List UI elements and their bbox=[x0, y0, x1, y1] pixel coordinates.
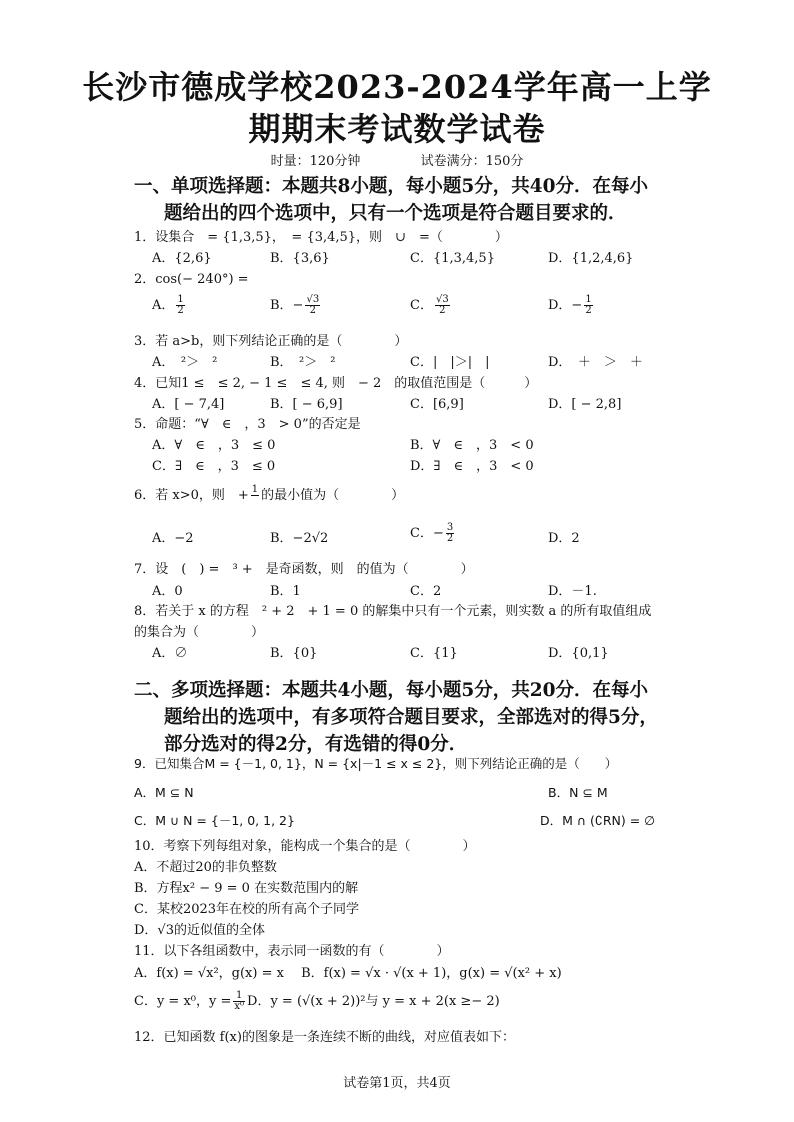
q2-option-c: C． $\frac{√3}{2}$ bbox=[410, 294, 449, 316]
q2-stem: 2．cos(− 240°) = bbox=[134, 272, 249, 287]
section-1-line-2: 题给出的四个选项中，只有一个选项是符合题目要求的． bbox=[164, 203, 627, 224]
q2-option-b: B．− $\frac{√3}{2}$ bbox=[270, 294, 320, 316]
q10-option-d: D．√3的近似值的全体 bbox=[134, 923, 265, 938]
q6-stem: 6．若 x>0，则 + 1 的最小值为（ ） bbox=[134, 484, 405, 503]
q10-option-a: A．不超过20的非负整数 bbox=[134, 860, 277, 875]
q4-option-b: B．[ − 6,9] bbox=[270, 397, 343, 412]
q4-option-a: A．[ − 7,4] bbox=[152, 397, 225, 412]
q11-stem: 11．以下各组函数中，表示同一函数的有（ ） bbox=[134, 944, 450, 959]
q6-option-d: D．2 bbox=[548, 531, 580, 546]
q4-option-c: C．[6,9] bbox=[410, 397, 464, 412]
section-2-line-1: 二、多项选择题：本题共4小题，每小题5分，共20分．在每小 bbox=[134, 680, 648, 701]
section-1-line-1: 一、单项选择题：本题共8小题，每小题5分，共40分．在每小 bbox=[134, 176, 648, 197]
section-2-line-3: 部分选对的得2分，有选错的得0分． bbox=[164, 734, 468, 755]
q4-option-d: D．[ − 2,8] bbox=[548, 397, 622, 412]
q1-option-b: B．{3,6} bbox=[270, 251, 330, 266]
q9-option-b: B．N ⊆ M bbox=[548, 785, 608, 800]
q11-options-ab: A．f(x) = √x²，g(x) = x B．f(x) = √x · √(x + 1)，g(x) = √(x² + x) bbox=[134, 966, 562, 981]
q8-option-c: C．{1} bbox=[410, 646, 458, 661]
q1-stem: 1．设集合 = {1,3,5}， = {3,4,5}，则 ∪ =（ ） bbox=[134, 230, 508, 245]
q2-option-d: D．− $\frac{1}{2}$ bbox=[548, 294, 592, 316]
q1-option-a: A．{2,6} bbox=[152, 251, 212, 266]
q11-options-cd: C．y = x⁰，y = $\frac{1}{\text{x⁰}}$ D．y = (√(x + 2))²与 y = x + 2(x ≥− 2) bbox=[134, 990, 500, 1012]
q6-option-b: B．−2√2 bbox=[270, 531, 329, 546]
section-2-line-2: 题给出的选项中，有多项符合题目要求，全部选对的得5分， bbox=[164, 707, 658, 728]
q5-option-b: B．∀ ∈ ，3 < 0 bbox=[410, 438, 534, 453]
page-footer: 试卷第1页，共4页 bbox=[343, 1076, 451, 1091]
q6-option-a: A．−2 bbox=[152, 531, 194, 546]
section-2-heading bbox=[134, 677, 674, 758]
q9-option-a: A．M ⊆ N bbox=[134, 785, 194, 800]
q1-option-c: C．{1,3,4,5} bbox=[410, 251, 495, 266]
full-score: 试卷满分：150分 bbox=[420, 154, 524, 169]
q3-option-a: A． ²＞ ² bbox=[152, 355, 218, 370]
q10-stem: 10．考察下列每组对象，能构成一个集合的是（ ） bbox=[134, 839, 476, 854]
q8-option-b: B．{0} bbox=[270, 646, 318, 661]
q7-option-b: B．1 bbox=[270, 584, 301, 599]
q3-stem: 3．若 a>b，则下列结论正确的是（ ） bbox=[134, 334, 408, 349]
time-limit: 时量：120分钟 bbox=[270, 154, 361, 169]
q7-option-d: D．－1. bbox=[548, 584, 597, 599]
q7-option-c: C．2 bbox=[410, 584, 442, 599]
q10-option-c: C．某校2023年在校的所有高个子同学 bbox=[134, 902, 360, 917]
q3-option-d: D． ＋ ＞ ＋ bbox=[548, 355, 643, 370]
q8-option-d: D．{0,1} bbox=[548, 646, 609, 661]
q9-option-c: C．M ∪ N = {－1, 0, 1, 2} bbox=[134, 813, 295, 828]
q3-option-b: B． ²＞ ² bbox=[270, 355, 336, 370]
q9-stem: 9．已知集合M = {－1, 0, 1}，N = {x|－1 ≤ x ≤ 2}，则下列结论正确的是（ ） bbox=[134, 756, 618, 771]
q8-stem-line-1: 8．若关于 x 的方程 ² + 2 + 1 = 0 的解集中只有一个元素，则实数 a 的所有取值组成 bbox=[134, 604, 652, 619]
section-1-heading bbox=[134, 173, 674, 227]
q12-stem: 12．已知函数 f(x)的图象是一条连续不断的曲线，对应值表如下： bbox=[134, 1030, 515, 1045]
q8-option-a: A．∅ bbox=[152, 646, 188, 661]
q8-stem-line-2: 的集合为（ ） bbox=[134, 625, 265, 640]
q9-option-d: D．M ∩ (∁RN) = ∅ bbox=[540, 813, 656, 828]
q7-stem: 7．设 ( ) = ³ + 是奇函数，则 的值为（ ） bbox=[134, 562, 474, 577]
q5-option-d: D．∃ ∈ ，3 < 0 bbox=[410, 459, 534, 474]
q5-option-c: C．∃ ∈ ，3 ≤ 0 bbox=[152, 459, 276, 474]
q5-option-a: A．∀ ∈ ，3 ≤ 0 bbox=[152, 438, 276, 453]
q1-option-d: D．{1,2,4,6} bbox=[548, 251, 634, 266]
q4-stem: 4．已知1 ≤ ≤ 2, − 1 ≤ ≤ 4, 则 − 2 的取值范围是（ ） bbox=[134, 376, 538, 391]
q6-option-c: C．− $\frac{3}{2}$ bbox=[410, 522, 454, 544]
q10-option-b: B．方程x² − 9 = 0 在实数范围内的解 bbox=[134, 881, 359, 896]
q3-option-c: C．| |＞| | bbox=[410, 355, 490, 370]
exam-meta bbox=[0, 150, 794, 169]
q5-stem: 5．命题：“∀ ∈ ，3 > 0”的否定是 bbox=[134, 417, 361, 432]
title-line-2: 期期末考试数学试卷 bbox=[248, 110, 546, 148]
title-line-1: 长沙市德成学校2023-2024学年高一上学 bbox=[82, 68, 712, 106]
q2-option-a: A． $\frac{1}{2}$ bbox=[152, 294, 184, 316]
q7-option-a: A．0 bbox=[152, 584, 183, 599]
